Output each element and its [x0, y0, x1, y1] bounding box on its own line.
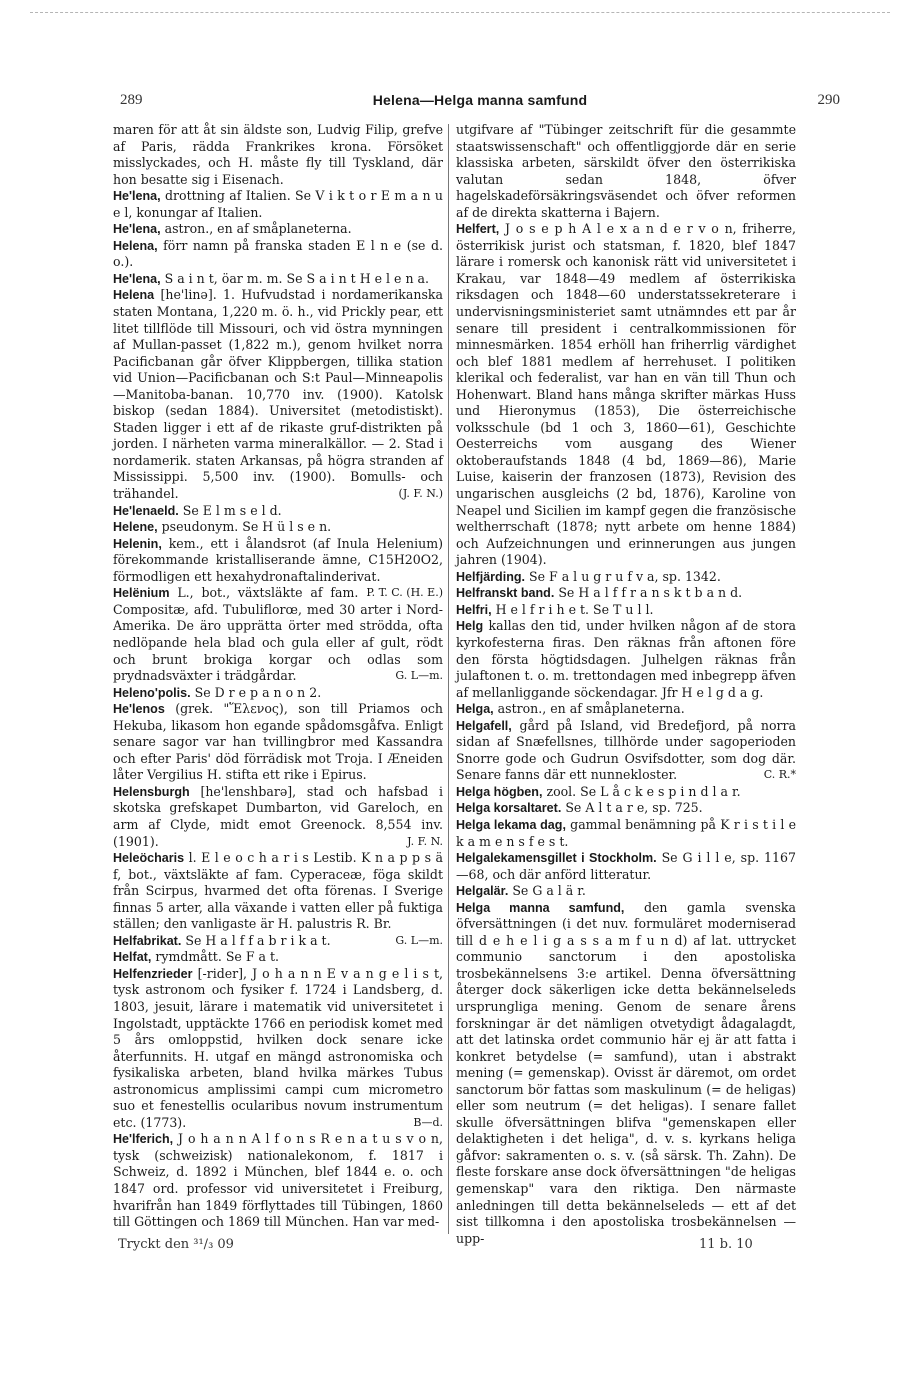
entry-headword: Helena [113, 288, 155, 303]
running-header [120, 92, 840, 114]
entry-headword: Helga manna samfund, [456, 900, 625, 915]
entry-headword: Helg [456, 619, 484, 634]
page-number-left: 289 [120, 92, 143, 108]
dictionary-entry [113, 701, 443, 784]
entry-headword: Helena, [113, 238, 158, 253]
entry-text: Se F a l u g r u f v a, sp. 1342. [529, 568, 721, 584]
signature-mark: 11 b. 10 [699, 1237, 753, 1252]
dictionary-entry [113, 271, 443, 288]
dictionary-entry [456, 221, 796, 568]
entry-text: kallas den tid, under hvilken någon af de stora kyrkofesterna firas. Den räknas från aftonen före den första högtidsdagen. Julhelgen räknas från julaftonen t. o. m. trettondagen med inbegrepp äfven af mellanliggande söckendagar. Jfr H e l g d a g. [456, 618, 796, 700]
entry-text: H e l f r i h e t. Se T u l l. [495, 601, 654, 617]
running-title: Helena—Helga manna samfund [372, 92, 588, 108]
entry-text: kem., ett i ålandsrot (af Inula Helenium) förekommande kristalliserande ämne, C15H20O2, förmodligen ett hexahydronaftalinderivat. [113, 535, 443, 584]
entry-text: förr namn på franska staden E l n e (se d. o.). [113, 237, 443, 270]
dictionary-entry [113, 519, 443, 536]
entry-headword: Helfjärding. [456, 569, 526, 584]
entry-headword: He'lena, [113, 271, 161, 286]
entry-text: den gamla svenska öfversättningen (i det nuv. formuläret moderniserad till d e h e l i g a s s a m f u n d) af lat. uttrycket communio sanctorum i den apostoliska trosbekännelsens 3:e artikel. Denna öfversättning återger dock säkerligen icke detta bekännelseleds ursprungliga mening. Genom de senare årens forskningar är det nämligen otvetydigt ådagalagdt, att det latinska ordet communio här ej är att fatta i konkret betydelse (= samfund), utan i abstrakt mening (= gemenskap). Ovisst är däremot, om ordet sanctorum bör fattas som maskulinum (= de heligas) eller som neutrum (= det heligas). I senare fallet skulle öfversättningen blifva "gemenskapen eller delaktigheten i det heliga", d. v. s. kyrkans heliga gåfvor: sakramenten o. s. v. (så särsk. Th. Zahn). De fleste forskare anse dock öfversättningen "de heligas gemenskap" vara den riktiga. Den närmaste anledningen till detta bekännelseleds — ett af det sist tillkomna i den apostoliska trosbekännelsen — upp- [456, 899, 796, 1246]
author-signature: P. T. C. (H. E.) [366, 586, 443, 600]
entry-text: Se H a l f f r a n s k t b a n d. [558, 585, 743, 601]
dictionary-entry [113, 503, 443, 520]
author-signature: C. R.* [763, 768, 796, 782]
entry-headword: Heleno'polis. [113, 685, 191, 700]
entry-headword: Heleöcharis [113, 851, 185, 866]
dictionary-entry [456, 817, 796, 850]
page-footer [113, 1237, 796, 1257]
dictionary-entry [456, 602, 796, 619]
entry-headword: He'lena, [113, 222, 161, 237]
entry-text: Se H a l f f a b r i k a t. [185, 932, 331, 948]
author-signature: (J. F. N.) [398, 487, 443, 501]
entry-headword: Helënium [113, 586, 170, 601]
entry-text: Se G a l ä r. [512, 883, 586, 899]
entry-headword: He'lferich, [113, 1132, 174, 1147]
dictionary-entry [456, 800, 796, 817]
entry-text: drottning af Italien. Se V i k t o r E m a n u e l, konungar af Italien. [113, 188, 443, 220]
dictionary-entry [456, 883, 796, 900]
entry-headword: Helga lekama dag, [456, 817, 566, 832]
dictionary-entry [456, 701, 796, 718]
entry-text: rymdmått. Se F a t. [155, 949, 280, 965]
entry-text: J o h a n n A l f o n s R e n a t u s v o n, tysk (schweizisk) nationalekonom, f. 1817 i Schweiz, d. 1892 i München, blef 1844 e. o. och 1847 ord. professor vid universitetet i Freiburg, hvarifrån han 1849 förflyttades till Tübingen, 1860 till Göttingen och 1869 till München. Han var med- [113, 1131, 443, 1230]
dictionary-entry [113, 221, 443, 238]
entry-text: zool. Se L å c k e s p i n d l a r. [546, 783, 741, 799]
author-signature: B—d. [413, 1115, 443, 1129]
entry-text: gammal benämning på K r i s t i l e k a m e n s f e s t. [456, 816, 796, 849]
dictionary-entry [113, 122, 443, 188]
dictionary-entry [113, 784, 443, 850]
dictionary-entry [113, 287, 443, 502]
dictionary-entry [113, 949, 443, 966]
author-signature: G. L—m. [395, 669, 443, 683]
entry-headword: Helenin, [113, 536, 162, 551]
entry-text: l. E l e o c h a r i s Lestib. K n a p p s ä f, bot., växtsläkte af fam. Cyperaceæ, föga skildt från Scirpus, hvarmed det ofta förenas. I Sverige finnas 5 arter, alla växande i vatten eller på fuktiga ställen; den vanligaste är H. palustris R. Br. [113, 850, 443, 932]
dictionary-entry [456, 122, 796, 221]
dictionary-entry [456, 900, 796, 1247]
entry-text: gård på Island, vid Bredefjord, på norra sidan af Snæfellsnes, tillhörde under sagoperioden Snorre gode och Gudrun Osvifsdotter, som dog där. Senare fanns där ett nunnekloster. [456, 717, 796, 783]
dictionary-entry [113, 685, 443, 702]
dictionary-entry [456, 618, 796, 701]
entry-headword: Helfri, [456, 602, 492, 617]
dictionary-entry [113, 188, 443, 221]
entry-headword: Helene, [113, 520, 158, 535]
entry-text: [-rider], J o h a n n E v a n g e l i s t, tysk astronom och fysiker f. 1724 i Landsberg, d. 1803, jesuit, lärare i matematik vid universitetet i Ingolstadt, upptäckte 1766 en periodisk komet med 5 års omloppstid, hvilken dock senare icke återfunnits. H. utgaf en mängd astronomiska och fysikaliska arbeten, bland hvilka märkes Tubus astronomicus amplissimi campi cum micrometro suo et fenestellis ocularibus novum instrumentum etc. (1773). [113, 965, 443, 1130]
entry-text: astron., en af småplaneterna. [497, 701, 685, 717]
entry-text: utgifvare af "Tübinger zeitschrift für die gesammte staatswissenschaft" och offentliggjorde där en serie klassiska arbeten, särskildt öfver den österrikiska valutan sedan 1848, öfver hagelskadeförsäkringsväsendet och öfver reformen af de direkta skatterna i Bajern. [456, 122, 796, 220]
entry-text: Se D r e p a n o n 2. [194, 684, 322, 700]
print-date: Tryckt den ³¹/₃ 09 [118, 1237, 234, 1252]
entry-headword: Helga korsaltaret. [456, 801, 562, 816]
entry-text: J o s e p h A l e x a n d e r v o n, friherre, österrikisk jurist och statsman, f. 1820, blef 1847 lärare i romersk och kanonisk rätt vid universitetet i Krakau, var 1848—49 medlem af österrikiska riksdagen och 1848—60 understatssekreterare i undervisningsministeriet samt utnämndes ett par år senare till president i centralkommissionen för minnesmärken. 1854 erhöll han friherrlig värdighet och blef 1881 medlem af herrehuset. I politiken klerikal och federalist, var han en vän till Thun och Hohenwart. Bland hans många skrifter märkas Huss und Hieronymus (1853), Die österreichische volksschule (bd 1 och 3, 1860—61), Geschichte Oesterreichs vom ausgang des Wiener oktoberaufstands 1848 (4 bd, 1869—86), Marie Luise, kaiserin der franzosen (1873), Revision des ungarischen ausgleichs (2 bd, 1876), Karoline von Neapel und Sicilien im kampf gegen die französische weltherrschaft (1878; nytt arbete om henne 1884) och Aufzeichnungen und erinnerungen aus jungen jahren (1904). [456, 221, 796, 568]
scan-top-edge [30, 12, 890, 13]
entry-headword: Helfabrikat. [113, 933, 182, 948]
entry-text: Se E l m s e l d. [182, 502, 282, 518]
dictionary-entry [113, 966, 443, 1131]
entry-headword: Helgalekamensgillet i Stockholm. [456, 851, 657, 866]
entry-headword: Helfert, [456, 222, 500, 237]
entry-headword: He'lenaeld. [113, 503, 179, 518]
entry-headword: Helga högben, [456, 784, 543, 799]
entry-text: [he'lenshbarə], stad och hafsbad i skotska grefskapet Dumbarton, vid Gareloch, en arm af Clyde, midt emot Greenock. 8,554 inv. (1901). [113, 783, 443, 849]
entry-headword: Helfenzrieder [113, 966, 193, 981]
entry-text: pseudonym. Se H ü l s e n. [161, 519, 332, 535]
entry-text: L., bot., växtsläkte af fam. Compositæ, afd. Tubuliflorœ, med 30 arter i Nord-Amerika. De äro upprätta örter med strödda, ofta nedlöpande hela blad och gula eller af gult, rödt och brunt brokiga korgar och odlas som prydnadsväxter i trädgårdar. [113, 585, 443, 684]
column-rule [448, 124, 449, 1234]
entry-headword: Helensburgh [113, 784, 190, 799]
dictionary-entry [113, 1131, 443, 1230]
entry-headword: Helfranskt band. [456, 586, 555, 601]
entry-text: (grek. "Ἕλενος), son till Priamos och Hekuba, likasom hon egande spådomsgåfva. Enligt senare sagor var han tvillingbror med Kassandra och efter Paris' död förrädisk mot Troja. I Æneiden låter Vergilius H. stifta ett rike i Epirus. [113, 701, 443, 783]
dictionary-entry [456, 585, 796, 602]
entry-headword: He'lenos [113, 702, 165, 717]
dictionary-entry [456, 569, 796, 586]
entry-headword: Helfat, [113, 950, 152, 965]
entry-headword: Helgalär. [456, 884, 509, 899]
entry-text: Se G i l l e, sp. 1167—68, och där anförd litteratur. [456, 850, 796, 882]
author-signature: J. F. N. [407, 834, 443, 848]
dictionary-entry [456, 784, 796, 801]
left-column [113, 122, 443, 1234]
dictionary-entry [456, 850, 796, 883]
dictionary-entry [456, 718, 796, 784]
page-number-right: 290 [817, 92, 840, 108]
entry-headword: He'lena, [113, 189, 161, 204]
dictionary-entry [113, 933, 443, 950]
entry-text: maren för att åt sin äldste son, Ludvig Filip, grefve af Paris, rädda Frankrikes krona. Försöket misslyckades, och H. måste fly till Tyskland, där hon besatte sig i Eisenach. [113, 122, 443, 187]
entry-headword: Helgafell, [456, 718, 512, 733]
entry-headword: Helga, [456, 702, 494, 717]
entry-text: Se A l t a r e, sp. 725. [565, 800, 703, 816]
entry-text: astron., en af småplaneterna. [164, 221, 352, 237]
dictionary-entry [113, 238, 443, 271]
entry-text: [he'linə]. 1. Hufvudstad i nordamerikanska staten Montana, 1,220 m. ö. h., vid Prickly pear, ett litet tillflöde till Missouri, och vid östra mynningen af Mullan-passet (1,822 m.), genom hvilket norra Pacificbanan går öfver Klippbergen, tillika station vid Union—Pacificbanan och S:t Paul—Minneapolis—Manitoba-banan. 10,770 inv. (1900). Katolsk biskop (sedan 1884). Universitet (metodistiskt). Staden ligger i ett af de rikaste gruf-distrikten på jorden. I närheten varma mineralkällor. — 2. Stad i nordamerik. staten Arkansas, på högra stranden af Mississippi. 5,500 inv. (1900). Bomulls- och trähandel. [113, 287, 443, 502]
author-signature: G. L—m. [395, 933, 443, 947]
entry-text: S a i n t, öar m. m. Se S a i n t H e l e n a. [164, 270, 429, 286]
